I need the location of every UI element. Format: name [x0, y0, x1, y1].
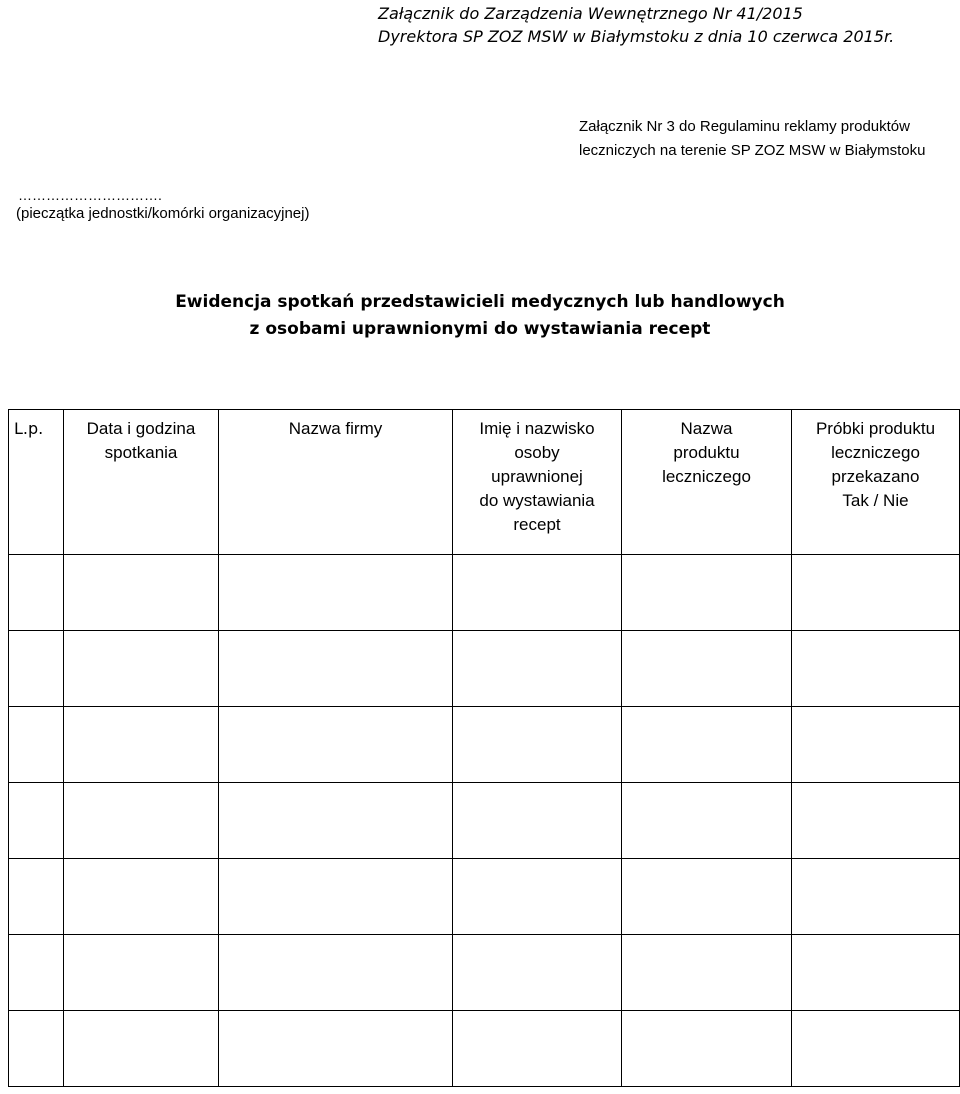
column-header-text: recept [513, 515, 561, 534]
table-row [9, 1011, 960, 1087]
table-cell-samples-handed [792, 935, 960, 1011]
table-header-row [9, 410, 960, 555]
stamp-area [16, 188, 309, 226]
column-header-text: Imię i nazwisko [479, 419, 595, 438]
table-cell-authorized-person [453, 859, 622, 935]
table-cell-company-name [219, 707, 453, 783]
table-cell-date-time [64, 859, 219, 935]
column-header-authorized-person [453, 410, 622, 555]
table-cell-authorized-person [453, 783, 622, 859]
table-cell-samples-handed [792, 631, 960, 707]
table-cell-product-name [622, 631, 792, 707]
column-header-date-time [64, 410, 219, 555]
table-row [9, 707, 960, 783]
directive-line-1: Załącznik do Zarządzenia Wewnętrznego Nr 41/2015 [378, 4, 803, 23]
meetings-register-table [8, 409, 960, 1087]
column-header-text: Nazwa firmy [288, 419, 383, 438]
table-cell-lp [9, 1011, 64, 1087]
title-line-1: Ewidencja spotkań przedstawicieli medycznych lub handlowych [175, 292, 785, 312]
table-cell-date-time [64, 555, 219, 631]
column-header-lp [9, 410, 64, 555]
title-line-2: z osobami uprawnionymi do wystawiania recept [249, 319, 711, 339]
table-cell-product-name [622, 707, 792, 783]
column-header-text: do wystawiania [479, 491, 595, 510]
column-header-text: przekazano [831, 467, 920, 486]
column-header-text: Nazwa [680, 419, 733, 438]
table-cell-date-time [64, 1011, 219, 1087]
table-cell-company-name [219, 1011, 453, 1087]
table-row [9, 935, 960, 1011]
table-body [9, 555, 960, 1087]
table-row [9, 859, 960, 935]
column-header-text: Próbki produktu [815, 419, 936, 438]
table-row [9, 555, 960, 631]
table-cell-product-name [622, 859, 792, 935]
table-cell-date-time [64, 935, 219, 1011]
stamp-dotted-line: …………………………. [18, 187, 162, 203]
table-cell-lp [9, 707, 64, 783]
table-cell-date-time [64, 783, 219, 859]
document-title [0, 289, 960, 343]
table-cell-samples-handed [792, 1011, 960, 1087]
column-header-product-name [622, 410, 792, 555]
column-header-company-name [219, 410, 453, 555]
table-cell-company-name [219, 783, 453, 859]
table-cell-authorized-person [453, 631, 622, 707]
column-header-samples-handed [792, 410, 960, 555]
table-cell-lp [9, 859, 64, 935]
annex-line-1: Załącznik Nr 3 do Regulaminu reklamy produktów [579, 118, 910, 135]
table-cell-company-name [219, 555, 453, 631]
table-cell-lp [9, 631, 64, 707]
table-cell-lp [9, 935, 64, 1011]
table-row [9, 783, 960, 859]
table-cell-samples-handed [792, 555, 960, 631]
table-cell-authorized-person [453, 1011, 622, 1087]
annex-reference [579, 115, 926, 163]
table-cell-product-name [622, 935, 792, 1011]
directive-reference [378, 2, 894, 48]
table-cell-product-name [622, 783, 792, 859]
table-cell-authorized-person [453, 935, 622, 1011]
table-cell-product-name [622, 1011, 792, 1087]
table-cell-lp [9, 555, 64, 631]
table-cell-company-name [219, 859, 453, 935]
table-cell-date-time [64, 631, 219, 707]
column-header-text: leczniczego [662, 467, 751, 486]
table-cell-samples-handed [792, 859, 960, 935]
table-cell-authorized-person [453, 707, 622, 783]
table-cell-product-name [622, 555, 792, 631]
annex-line-2: leczniczych na terenie SP ZOZ MSW w Białymstoku [579, 142, 926, 159]
table-cell-company-name [219, 631, 453, 707]
table-cell-lp [9, 783, 64, 859]
column-header-text: osoby [514, 443, 560, 462]
column-header-text: L.p. [14, 419, 44, 438]
column-header-text: spotkania [104, 443, 178, 462]
column-header-text: uprawnionej [491, 467, 583, 486]
column-header-text: Tak / Nie [842, 491, 909, 510]
column-header-text: Data i godzina [86, 419, 196, 438]
stamp-label: (pieczątka jednostki/komórki organizacyjnej) [16, 205, 310, 222]
directive-line-2: Dyrektora SP ZOZ MSW w Białymstoku z dnia 10 czerwca 2015r. [378, 27, 895, 46]
table-cell-samples-handed [792, 707, 960, 783]
column-header-text: leczniczego [831, 443, 920, 462]
table-row [9, 631, 960, 707]
table-cell-date-time [64, 707, 219, 783]
table-cell-samples-handed [792, 783, 960, 859]
table-cell-company-name [219, 935, 453, 1011]
table-cell-authorized-person [453, 555, 622, 631]
column-header-text: produktu [673, 443, 740, 462]
